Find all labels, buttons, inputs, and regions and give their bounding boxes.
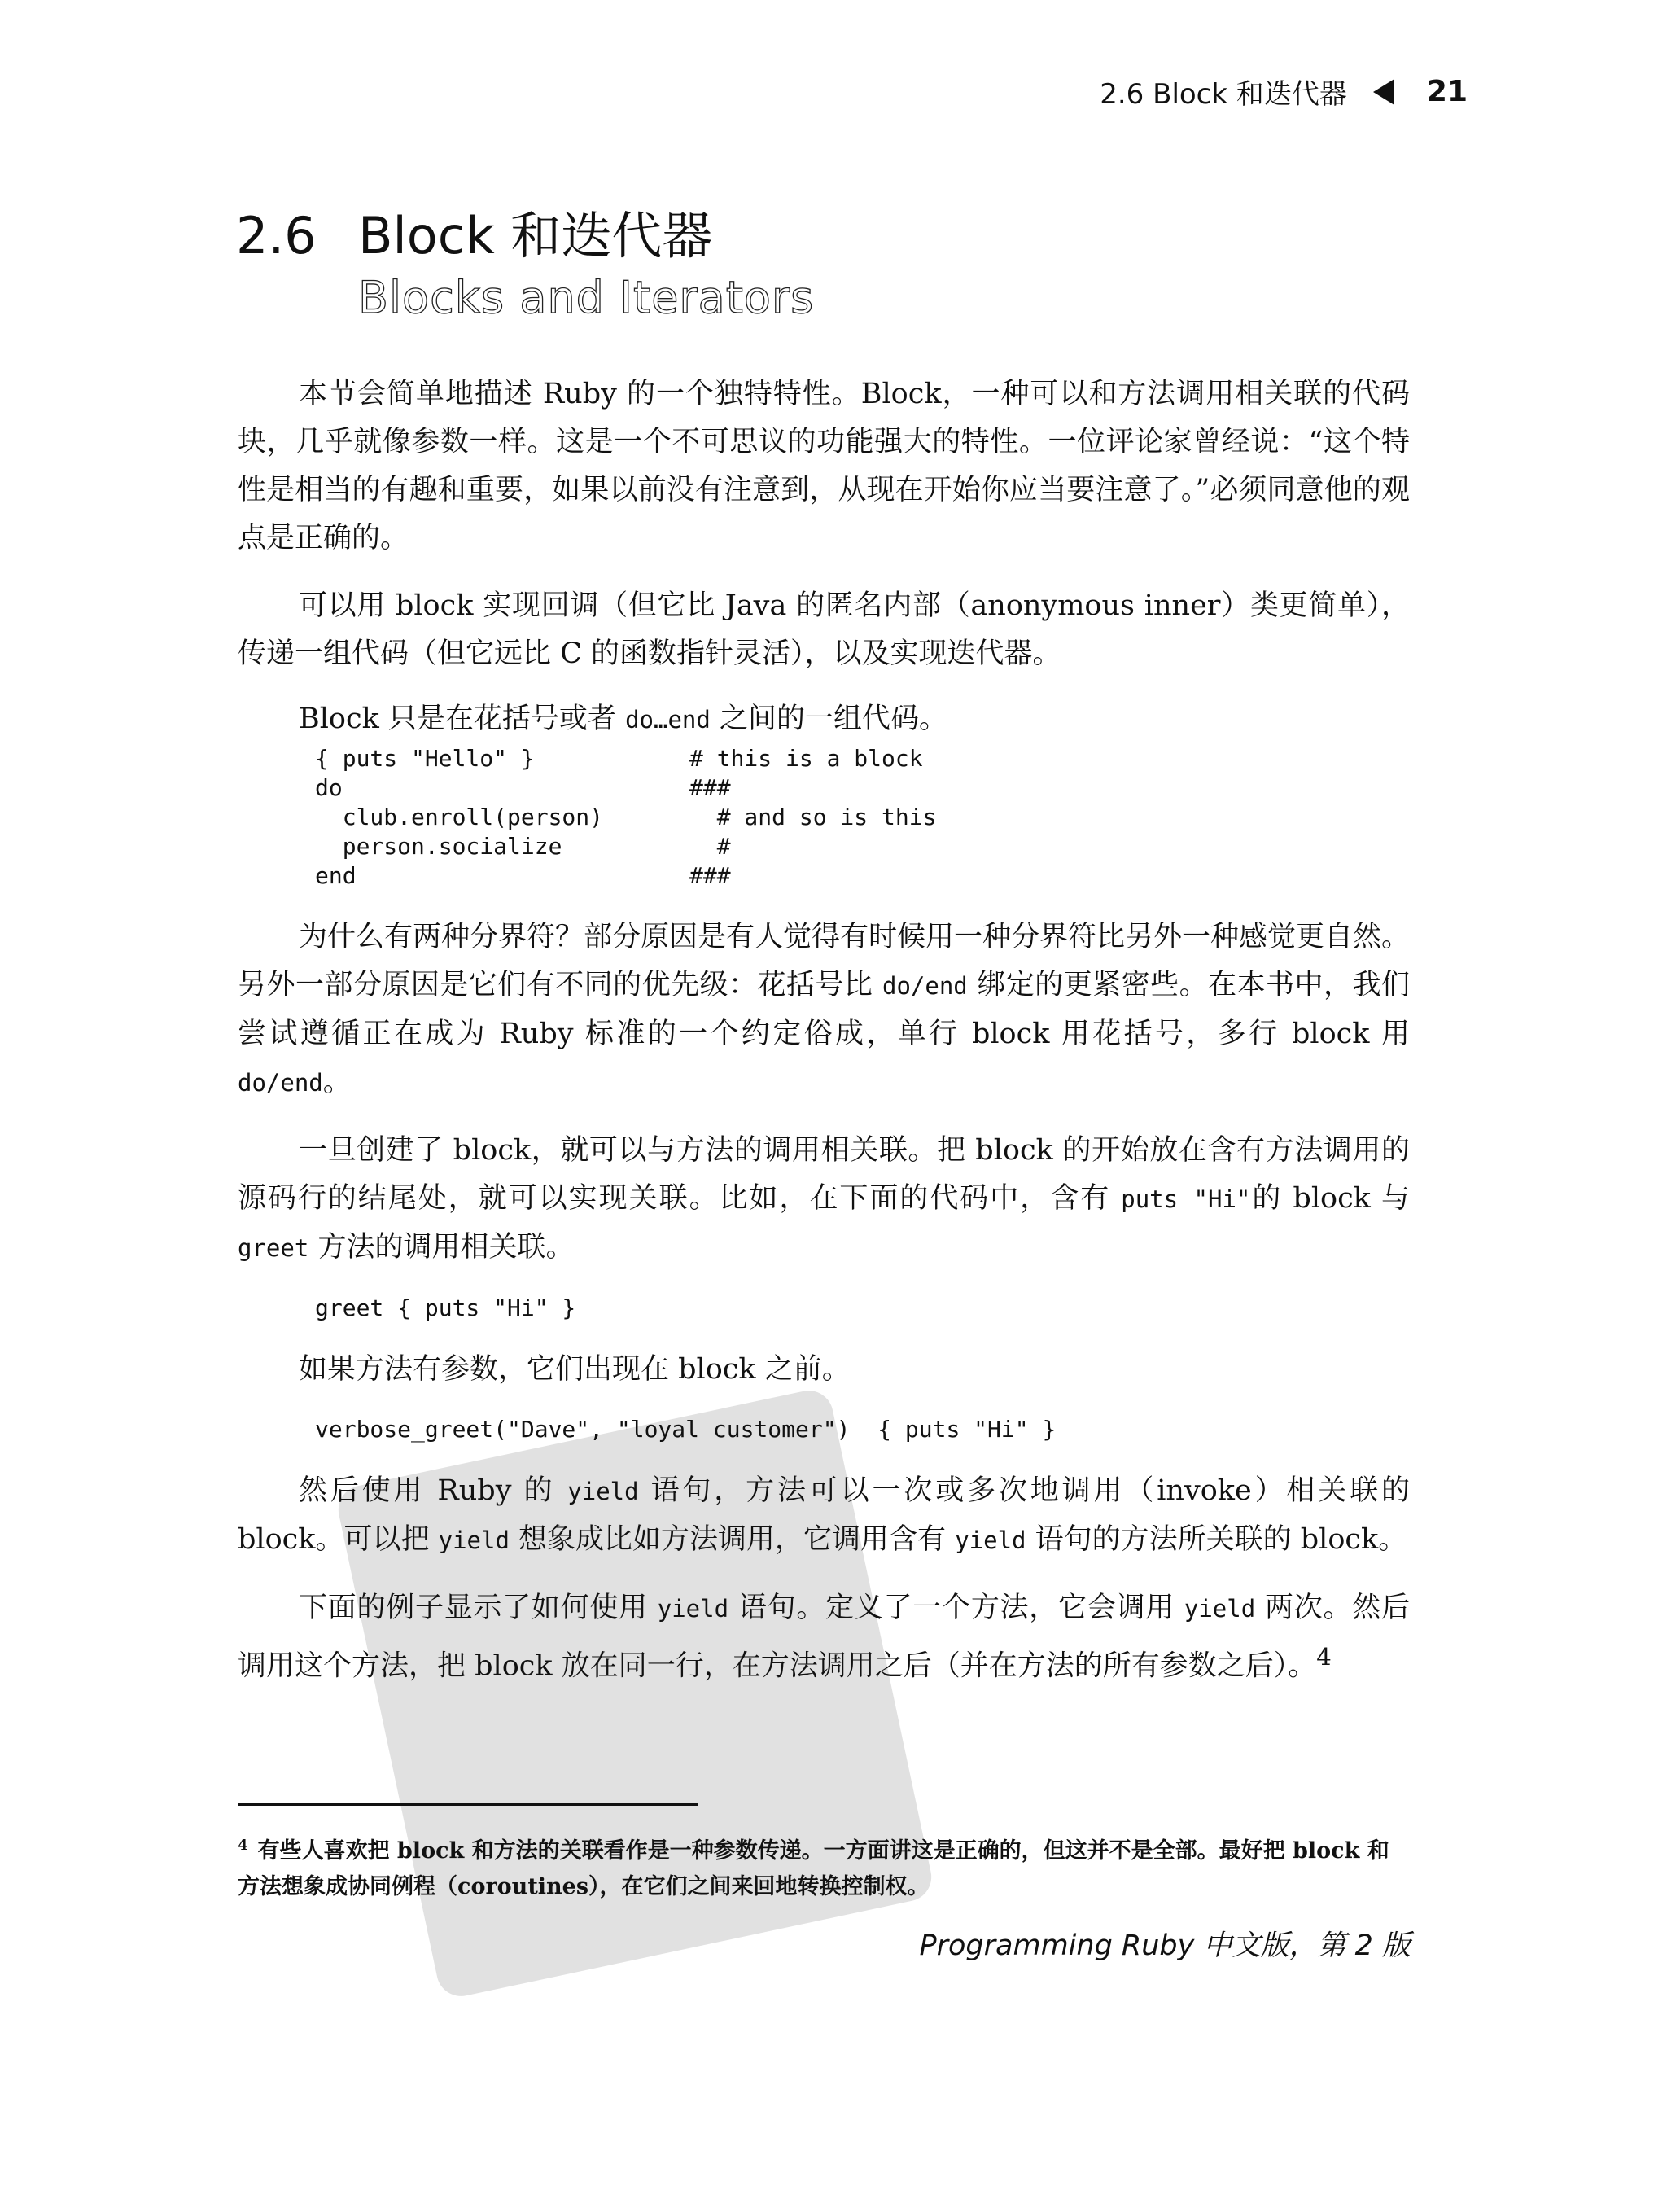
section-heading: Block 和迭代器 [358, 206, 713, 265]
code-comment: ### [689, 774, 731, 801]
code-line [315, 773, 1410, 803]
block-intro [299, 698, 1410, 741]
footnote [238, 1828, 1410, 1905]
block-intro-text-a: Block 只是在花括号或者 [299, 703, 626, 735]
inline-code: yield [567, 1478, 639, 1505]
running-header [1100, 72, 1468, 112]
header-section: 2.6 Block 和迭代器 [1100, 78, 1347, 111]
block-intro-text-b: 之间的一组代码。 [710, 703, 947, 735]
inline-code: greet [238, 1234, 309, 1262]
code-line [315, 803, 1410, 832]
footnote-divider [238, 1803, 698, 1806]
p8-text-c: 两次。然后调用这个方法，把 block 放在同一行，在方法调用之后（并在方法的所有参数之后）。 [238, 1592, 1410, 1683]
inline-code: yield [657, 1595, 729, 1623]
paragraph-2: 可以用 block 实现回调（但它比 Java 的匿名内部（anonymous inner）类更简单），传递一组代码（但它远比 C 的函数指针灵活），以及实现迭代器。 [238, 589, 1410, 670]
code-block-delimiters [315, 744, 1410, 891]
p8-text-b: 语句。定义了一个方法，它会调用 [728, 1592, 1184, 1624]
code-comment: ### [689, 862, 731, 889]
code-comment: # [689, 833, 731, 860]
body-text [238, 370, 1410, 1710]
p4-text-b: 绑定的更紧密些。在本书中，我们尝试遵循正在成为 Ruby 标准的一个约定俗成，单行 block 用花括号，多行 block 用 [238, 969, 1410, 1050]
paragraph-1: 本节会简单地描述 Ruby 的一个独特特性。Block，一种可以和方法调用相关联的代码块，几乎就像参数一样。这是一个不可思议的功能强大的特性。一位评论家曾经说：“这个特性是相当的有趣和重要，如果以前没有注意到，从现在开始你应当要注意了。”必须同意他的观点是正确的。 [238, 378, 1410, 554]
code-comment: # and so is this [689, 804, 937, 830]
inline-code: yield [1184, 1595, 1256, 1623]
inline-code: puts "Hi" [1121, 1185, 1251, 1213]
p4-text-a: 为什么有两种分界符？部分原因是有人觉得有时候用一种分界符比另外一种感觉更自然。另外一部分原因是它们有不同的优先级：花括号比 [238, 921, 1411, 1001]
footnote-ref: 4 [1316, 1643, 1332, 1671]
code-line [315, 832, 1410, 861]
footnote-marker: 4 [238, 1837, 248, 1854]
code-comment: # this is a block [689, 745, 923, 772]
code-left: end [315, 862, 357, 889]
footnote-text: 有些人喜欢把 block 和方法的关联看作是一种参数传递。一方面讲这是正确的，但这并不是全部。最好把 block 和方法想象成协同例程（coroutines），在它们之间来回地转换控制权。 [238, 1838, 1389, 1899]
p7-text-a: 然后使用 Ruby 的 [299, 1474, 568, 1507]
p5-text-b: 的 block 与 [1250, 1182, 1410, 1215]
paragraph-7 [238, 1467, 1410, 1565]
p7-text-d: 语句的方法所关联的 block。 [1026, 1523, 1407, 1556]
code-line [315, 744, 1410, 773]
paragraph-6: 如果方法有参数，它们出现在 block 之前。 [299, 1353, 851, 1386]
paragraph-5 [238, 1127, 1410, 1272]
section-subtitle: Blocks and Iterators [358, 272, 815, 323]
code-left: club.enroll(person) [315, 804, 604, 830]
triangle-left-icon [1373, 79, 1394, 105]
code-greet: greet { puts "Hi" } [315, 1294, 576, 1321]
p8-text-a: 下面的例子显示了如何使用 [299, 1592, 658, 1624]
code-left: do [315, 774, 343, 801]
inline-code: do/end [238, 1069, 323, 1097]
p5-text-a: 一旦创建了 block，就可以与方法的调用相关联。把 block 的开始放在含有方法调用的源码行的结尾处，就可以实现关联。比如，在下面的代码中，含有 [238, 1134, 1410, 1215]
inline-code: yield [955, 1526, 1026, 1554]
book-footer: Programming Ruby 中文版，第 2 版 [919, 1929, 1411, 1962]
code-left: person.socialize [315, 833, 562, 860]
section-number: 2.6 [236, 206, 317, 265]
p7-text-c: 想象成比如方法调用，它调用含有 [509, 1523, 956, 1556]
code-line [315, 861, 1410, 891]
code-verbose-greet: verbose_greet("Dave", "loyal customer") { puts "Hi" } [315, 1416, 1057, 1443]
section-title [236, 204, 814, 327]
inline-code-do-end: do…end [625, 706, 711, 734]
inline-code: yield [438, 1526, 510, 1554]
p4-text-c: 。 [322, 1066, 352, 1098]
paragraph-8 [238, 1584, 1410, 1691]
code-left: { puts "Hello" } [315, 745, 535, 772]
page-number: 21 [1426, 75, 1468, 108]
p7-text-b: 语句，方法可以一次或多次地调用（invoke）相关联的 block。可以把 [238, 1474, 1410, 1556]
p5-text-c: 方法的调用相关联。 [308, 1231, 575, 1264]
inline-code: do/end [882, 972, 968, 1000]
paragraph-4 [238, 913, 1410, 1107]
